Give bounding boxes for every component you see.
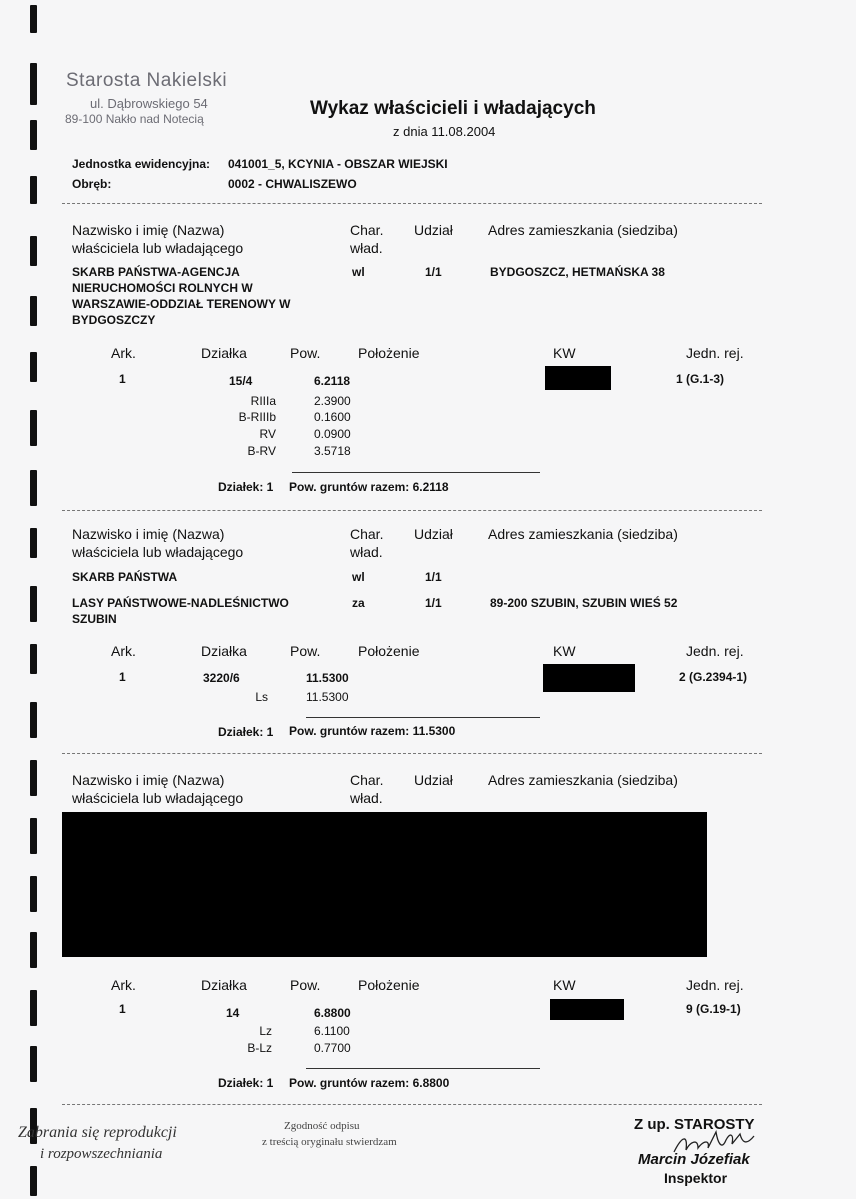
signer-name: Marcin Józefiak <box>638 1151 750 1168</box>
divider <box>62 1104 762 1105</box>
certification-line: Zgodność odpisu <box>284 1120 360 1132</box>
owner-address: 89-200 SZUBIN, SZUBIN WIEŚ 52 <box>490 596 678 610</box>
parcel-area: 6.8800 <box>314 1006 351 1020</box>
redacted-kw <box>545 366 611 390</box>
stamp-street: ul. Dąbrowskiego 54 <box>90 96 208 111</box>
name-column-header-2: właściciela lub władającego <box>72 240 244 256</box>
ark-header: Ark. <box>111 643 136 659</box>
kw-header: KW <box>553 977 576 993</box>
owner-char: za <box>352 596 365 610</box>
owner-share: 1/1 <box>425 265 442 279</box>
signer-role: Inspektor <box>664 1170 728 1186</box>
owner-name-line: SKARB PAŃSTWA-AGENCJA <box>72 265 240 279</box>
land-use-area: 0.7700 <box>314 1041 351 1055</box>
address-column-header: Adres zamieszkania (siedziba) <box>488 526 678 542</box>
land-use-area: 0.0900 <box>314 427 351 441</box>
name-column-header-2: właściciela lub władającego <box>72 544 244 560</box>
precinct-value: 0002 - CHWALISZEWO <box>228 177 357 191</box>
land-use-code: Lz <box>259 1024 272 1038</box>
unit-label: Jednostka ewidencyjna: <box>72 157 211 171</box>
char-column-header-2: wład. <box>350 240 383 256</box>
address-column-header: Adres zamieszkania (siedziba) <box>488 222 678 238</box>
owner-char: wl <box>352 570 365 584</box>
kw-header: KW <box>553 345 576 361</box>
notice-line: i rozpowszechniania <box>40 1146 163 1162</box>
divider <box>62 203 762 204</box>
parcel-reg-unit: 9 (G.19-1) <box>686 1002 741 1016</box>
land-use-area: 3.5718 <box>314 444 351 458</box>
summary-rule <box>292 472 540 473</box>
ark-header: Ark. <box>111 345 136 361</box>
page-title: Wykaz właścicieli i władających <box>310 98 596 119</box>
reg-unit-header: Jedn. rej. <box>686 643 744 659</box>
owner-name-line: LASY PAŃSTWOWE-NADLEŚNICTWO <box>72 596 289 610</box>
location-header: Położenie <box>358 345 420 361</box>
owner-name-line: SKARB PAŃSTWA <box>72 570 178 584</box>
owner-name-line: WARSZAWIE-ODDZIAŁ TERENOWY W <box>72 297 291 311</box>
parcel-count: Działek: 1 <box>218 1076 274 1090</box>
notice-line: Zabrania się reprodukcji <box>18 1124 177 1141</box>
land-use-code: RV <box>259 427 276 441</box>
area-header: Pow. <box>290 345 321 361</box>
location-header: Położenie <box>358 643 420 659</box>
land-use-code: Ls <box>255 690 268 704</box>
parcel-header-label: Działka <box>201 345 247 361</box>
unit-value: 041001_5, KCYNIA - OBSZAR WIEJSKI <box>228 157 448 171</box>
kw-header: KW <box>553 643 576 659</box>
precinct-label: Obręb: <box>72 177 112 191</box>
summary-rule <box>306 1068 540 1069</box>
parcel-number: 15/4 <box>229 374 253 388</box>
owner-char: wl <box>352 265 365 279</box>
land-use-area: 0.1600 <box>314 410 351 424</box>
parcel-reg-unit: 2 (G.2394-1) <box>679 670 748 684</box>
area-header: Pow. <box>290 977 321 993</box>
char-column-header-2: wład. <box>350 544 383 560</box>
owner-name-line: SZUBIN <box>72 612 117 626</box>
address-column-header: Adres zamieszkania (siedziba) <box>488 772 678 788</box>
owner-name-line: BYDGOSZCZY <box>72 313 156 327</box>
share-column-header: Udział <box>414 772 453 788</box>
parcel-ark: 1 <box>119 1002 126 1016</box>
char-column-header: Char. <box>350 772 384 788</box>
signer-title: Z up. STAROSTY <box>634 1116 755 1133</box>
land-use-code: B-Lz <box>247 1041 272 1055</box>
parcel-count: Działek: 1 <box>218 480 274 494</box>
land-use-area: 11.5300 <box>306 690 349 704</box>
reg-unit-header: Jedn. rej. <box>686 345 744 361</box>
redacted-kw <box>550 999 624 1020</box>
redacted-kw <box>543 664 635 692</box>
total-area: Pow. gruntów razem: 6.8800 <box>289 1076 450 1090</box>
char-column-header: Char. <box>350 526 384 542</box>
owner-share: 1/1 <box>425 570 442 584</box>
parcel-reg-unit: 1 (G.1-3) <box>676 372 725 386</box>
char-column-header-2: wład. <box>350 790 383 806</box>
name-column-header-2: właściciela lub władającego <box>72 790 244 806</box>
land-use-code: RIIIa <box>250 394 276 408</box>
parcel-header-label: Działka <box>201 977 247 993</box>
land-use-code: B-RIIIb <box>238 410 276 424</box>
ark-header: Ark. <box>111 977 136 993</box>
stamp-office-name: Starosta Nakielski <box>66 70 228 91</box>
land-use-area: 2.3900 <box>314 394 351 408</box>
parcel-ark: 1 <box>119 670 126 684</box>
certification-line: z treścią oryginału stwierdzam <box>262 1136 397 1148</box>
area-header: Pow. <box>290 643 321 659</box>
parcel-header-label: Działka <box>201 643 247 659</box>
divider <box>62 753 762 754</box>
divider <box>62 510 762 511</box>
name-column-header: Nazwisko i imię (Nazwa) <box>72 772 225 788</box>
parcel-area: 6.2118 <box>314 374 351 388</box>
name-column-header: Nazwisko i imię (Nazwa) <box>72 222 225 238</box>
owner-share: 1/1 <box>425 596 442 610</box>
summary-rule <box>306 717 540 718</box>
total-area: Pow. gruntów razem: 11.5300 <box>289 724 456 738</box>
owner-name-line: NIERUCHOMOŚCI ROLNYCH W <box>72 281 253 295</box>
char-column-header: Char. <box>350 222 384 238</box>
total-area: Pow. gruntów razem: 6.2118 <box>289 480 449 494</box>
parcel-number: 3220/6 <box>203 671 240 685</box>
parcel-ark: 1 <box>119 372 126 386</box>
stamp-city: 89-100 Nakło nad Notecią <box>65 112 204 126</box>
parcel-count: Działek: 1 <box>218 725 274 739</box>
parcel-number: 14 <box>226 1006 240 1020</box>
share-column-header: Udział <box>414 526 453 542</box>
redacted-owner-block <box>62 812 707 957</box>
location-header: Położenie <box>358 977 420 993</box>
reg-unit-header: Jedn. rej. <box>686 977 744 993</box>
document-date: z dnia 11.08.2004 <box>393 124 496 139</box>
parcel-area: 11.5300 <box>306 671 349 685</box>
name-column-header: Nazwisko i imię (Nazwa) <box>72 526 225 542</box>
land-use-code: B-RV <box>247 444 276 458</box>
share-column-header: Udział <box>414 222 453 238</box>
land-use-area: 6.1100 <box>314 1024 350 1038</box>
owner-address: BYDGOSZCZ, HETMAŃSKA 38 <box>490 265 665 279</box>
